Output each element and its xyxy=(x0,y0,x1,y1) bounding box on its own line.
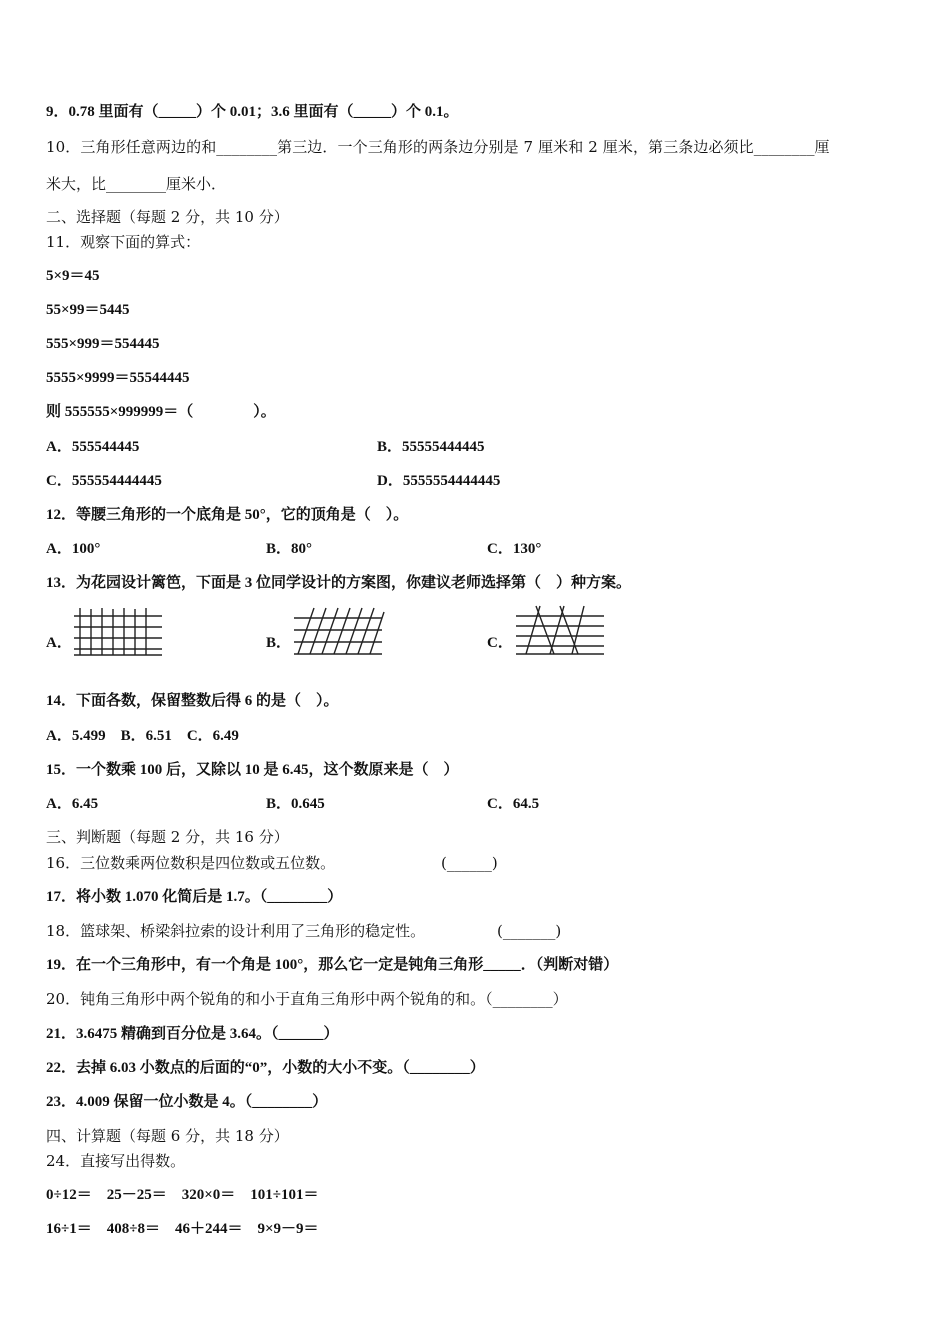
question-23: 23．4.009 保留一位小数是 4。（________） xyxy=(46,1094,328,1110)
question-10-line2: 米大，比________厘米小． xyxy=(46,175,227,193)
question-13: 13．为花园设计篱笆，下面是 3 位同学设计的方案图，你建议老师选择第（ ）种方案。 xyxy=(46,575,632,591)
q11-equation-2: 55×99＝5445 xyxy=(46,302,130,318)
question-10-line1: 10．三角形任意两边的和________第三边．一个三角形的两条边分别是 7 厘米和 2 厘米，第三条边必须比________厘 xyxy=(46,138,830,156)
q15-option-a: A．6.45 xyxy=(46,796,99,812)
q11-equation-4: 5555×9999＝55544445 xyxy=(46,370,190,386)
q11-option-d: D．5555554444445 xyxy=(377,473,501,489)
q11-question: 则 555555×999999＝（ ）。 xyxy=(46,404,276,420)
q12-option-a: A．100° xyxy=(46,541,101,557)
q13-option-a: A． xyxy=(46,635,72,651)
question-9: 9．0.78 里面有（_____）个 0.01；3.6 里面有（_____）个 0.1。 xyxy=(46,104,459,120)
q13-option-c: C． xyxy=(487,635,513,651)
q18-answer-blank: (_______) xyxy=(497,922,562,940)
q14-options: A．5.499 B．6.51 C．6.49 xyxy=(46,728,239,744)
fence-slanted-figure-b xyxy=(292,606,386,658)
calc-row-2: 16÷1＝ 408÷8＝ 46＋244＝ 9×9－9＝ xyxy=(46,1221,319,1237)
section-2-heading: 二、选择题（每题 2 分，共 10 分） xyxy=(46,208,289,226)
question-22: 22．去掉 6.03 小数点的后面的“0”，小数的大小不变。（________） xyxy=(46,1060,485,1076)
q12-option-c: C．130° xyxy=(487,541,542,557)
q12-option-b: B．80° xyxy=(266,541,313,557)
q15-option-b: B．0.645 xyxy=(266,796,325,812)
question-24: 24．直接写出得数。 xyxy=(46,1152,186,1170)
question-15: 15．一个数乘 100 后，又除以 10 是 6.45，这个数原来是（ ） xyxy=(46,762,459,778)
question-20: 20．钝角三角形中两个锐角的和小于直角三角形中两个锐角的和。（________） xyxy=(46,990,568,1008)
section-4-heading: 四、计算题（每题 6 分，共 18 分） xyxy=(46,1127,289,1145)
q11-option-a: A．555544445 xyxy=(46,439,140,455)
question-21: 21．3.6475 精确到百分位是 3.64。（______） xyxy=(46,1026,339,1042)
fence-grid-figure-a xyxy=(72,606,166,658)
q16-answer-blank: (______) xyxy=(441,854,498,872)
question-18: 18．篮球架、桥梁斜拉索的设计利用了三角形的稳定性。 xyxy=(46,922,426,940)
fence-triangle-figure-c xyxy=(514,604,608,658)
q11-option-c: C．555554444445 xyxy=(46,473,162,489)
question-16: 16．三位数乘两位数积是四位数或五位数。 xyxy=(46,854,336,872)
calc-row-1: 0÷12＝ 25－25＝ 320×0＝ 101÷101＝ xyxy=(46,1187,319,1203)
q11-equation-3: 555×999＝554445 xyxy=(46,336,160,352)
question-11: 11．观察下面的算式： xyxy=(46,233,201,251)
q11-option-b: B．55555444445 xyxy=(377,439,485,455)
q11-equation-1: 5×9＝45 xyxy=(46,268,100,284)
section-3-heading: 三、判断题（每题 2 分，共 16 分） xyxy=(46,828,289,846)
question-12: 12．等腰三角形的一个底角是 50°，它的顶角是（ ）。 xyxy=(46,507,409,523)
q15-option-c: C．64.5 xyxy=(487,796,540,812)
q13-option-b: B． xyxy=(266,635,292,651)
question-14: 14．下面各数，保留整数后得 6 的是（ ）。 xyxy=(46,693,339,709)
question-17: 17．将小数 1.070 化简后是 1.7。（________） xyxy=(46,889,343,905)
question-19: 19．在一个三角形中，有一个角是 100°，那么它一定是钝角三角形_____．（判断对错） xyxy=(46,957,619,973)
